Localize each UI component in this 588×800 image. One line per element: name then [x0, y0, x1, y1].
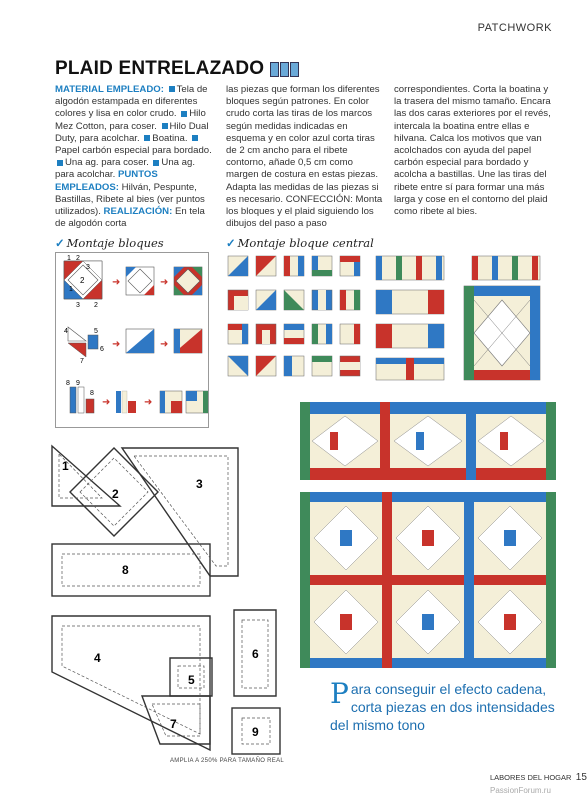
- spool-icon: [270, 62, 299, 77]
- heading-text: Montaje bloque central: [237, 236, 374, 250]
- template-3: [122, 448, 238, 576]
- arrow-icon: ➜: [160, 339, 169, 350]
- arrow-icon: ➜: [102, 397, 111, 408]
- puntos-label: PUNTOS EMPLEADOS:: [55, 169, 158, 193]
- bullet-icon: [57, 160, 63, 166]
- text-column-1: [55, 84, 213, 230]
- diagram-number: 8: [66, 380, 70, 387]
- material-item: Una ag. para coser.: [65, 157, 149, 169]
- assembled-blocks: [376, 256, 540, 380]
- puntos-text: Hilván, Pespunte, Bastillas, Ribete al bies (ver puntos utilizados).: [55, 181, 205, 218]
- material-item: Papel carbón especial para bordado.: [55, 145, 212, 157]
- template-8: [52, 544, 210, 596]
- material-item: Boatina.: [152, 132, 188, 144]
- bullet-icon: [153, 160, 159, 166]
- diagram-number: 5: [94, 328, 98, 335]
- template-label: 1: [62, 459, 69, 473]
- diagram-number: 1: [69, 286, 73, 293]
- page-title: [55, 58, 299, 80]
- step-2: [64, 327, 202, 365]
- heading-montaje-central: [226, 236, 374, 250]
- diagram-number: 9: [76, 380, 80, 387]
- arrow-icon: ➜: [160, 277, 169, 288]
- template-label: 7: [170, 717, 177, 731]
- check-icon: ✓: [55, 236, 65, 250]
- template-label: 8: [122, 563, 129, 577]
- central-block-diagram: [224, 252, 564, 382]
- diagram-number: 4: [64, 328, 68, 335]
- template-label: 4: [94, 651, 101, 665]
- template-4: [52, 616, 210, 750]
- bullet-icon: [181, 111, 187, 117]
- scale-footnote: AMPLIA A 250% PARA TAMAÑO REAL: [170, 758, 285, 764]
- template-label: 5: [188, 673, 195, 687]
- material-item: Una ag. para acolchar.: [55, 157, 196, 181]
- section-tag: PATCHWORK: [477, 22, 552, 34]
- diagram-number: 2: [76, 255, 80, 262]
- diagram-number: 7: [80, 358, 84, 365]
- magazine-name: LABORES DEL HOGAR: [490, 773, 572, 782]
- material-item: Hilo Dual Duty, para acolchar.: [55, 120, 209, 144]
- diagram-number: 1: [67, 255, 71, 262]
- material-item: Hilo Mez Cotton, para coser.: [55, 108, 206, 132]
- quote-initial: P: [330, 677, 349, 710]
- arrow-icon: ➜: [144, 397, 153, 408]
- material-label: MATERIAL EMPLEADO:: [55, 84, 164, 95]
- cutting-templates: [50, 440, 300, 760]
- heading-text: Montaje bloques: [66, 236, 164, 250]
- quilt-detail-top: [300, 402, 556, 480]
- template-label: 2: [112, 487, 119, 501]
- check-icon: ✓: [226, 236, 236, 250]
- quote-text: ara conseguir el efecto cadena, corta piezas en dos intensidades del mismo tono: [330, 681, 555, 733]
- template-label: 3: [196, 477, 203, 491]
- quilt-pattern-top: [300, 402, 556, 480]
- template-label: 9: [252, 725, 259, 739]
- block-row-2: [228, 290, 360, 310]
- step-1: [64, 255, 202, 309]
- step-3: [66, 380, 208, 413]
- pull-quote: [330, 677, 556, 734]
- realizacion-text: En tela de algodón corta: [55, 206, 205, 230]
- assembly-steps-svg: [56, 253, 208, 427]
- template-label: 6: [252, 647, 259, 661]
- diagram-number: 8: [90, 390, 94, 397]
- bullet-icon: [192, 135, 198, 141]
- watermark: PassionForum.ru: [490, 786, 551, 795]
- bullet-icon: [169, 86, 175, 92]
- block-assembly-diagram: [55, 252, 209, 428]
- diagram-number: 6: [100, 346, 104, 353]
- block-row-1: [228, 256, 360, 276]
- heading-montaje-bloques: [55, 236, 164, 250]
- text-column-2: [226, 84, 386, 230]
- arrow-icon: ➜: [112, 277, 121, 288]
- body-text: las piezas que forman los diferentes bloques según patrones. En color crudo corta las tiras de los marcos según medidas indicadas en esquema y en color azul corta tiras de 2 cm ancho para el ribete contorno, añade 0,5 cm como margen de costura en estas piezas. Adapta las medidas de las piezas si es necesario. CONFECCIÓN: Monta los bloques y el plaid siguiendo los dibujos del paso a paso: [226, 84, 383, 230]
- block-row-3: [228, 324, 360, 344]
- quilt-full: [300, 492, 556, 668]
- bullet-icon: [162, 123, 168, 129]
- diagram-number: 3: [76, 302, 80, 309]
- arrow-icon: ➜: [112, 339, 121, 350]
- diagram-number: 2: [80, 276, 85, 285]
- title-text: PLAID ENTRELAZADO: [55, 58, 265, 79]
- page-number: 15: [575, 772, 587, 783]
- text-column-3: [394, 84, 554, 218]
- footer: [490, 772, 587, 783]
- realizacion-label: REALIZACIÓN:: [103, 206, 173, 218]
- bullet-icon: [144, 135, 150, 141]
- diagram-number: 2: [94, 302, 98, 309]
- body-text: correspondientes. Corta la boatina y la trasera del mismo tamaño. Encara las dos caras exteriores por el revés, intercala la boatina entre ellas e hilvana. Calca los motivos que van acolchados con ayuda del papel carbón especial para bordado y acolcha a bastillas. Une las tiras del ribete entre sí para formar una más larga y cose en el contorno del plaid como ribete al bies.: [394, 84, 551, 218]
- quilt-pattern-full: [300, 492, 556, 668]
- material-text: Tela de algodón estampada en diferentes colores y lisa en color crudo.: [55, 84, 208, 120]
- diagram-number: 3: [86, 264, 90, 271]
- block-row-4: [228, 356, 360, 376]
